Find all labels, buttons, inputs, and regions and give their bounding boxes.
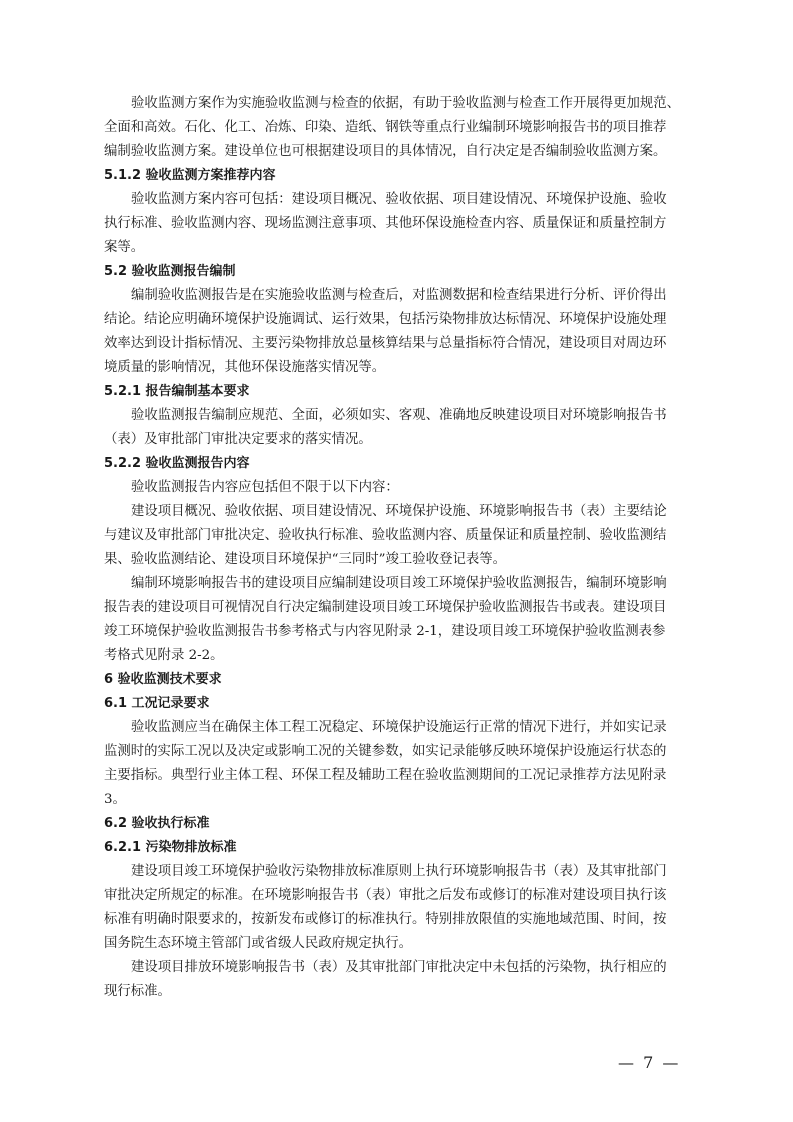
text-line: 境质量的影响情况，其他环保设施落实情况等。 <box>104 360 386 375</box>
section-heading: 6.2.1 污染物排放标准 <box>104 840 237 855</box>
text-line: 验收监测方案内容可包括：建设项目概况、验收依据、项目建设情况、环境保护设施、验收 <box>131 192 667 207</box>
text-line: 现行标准。 <box>104 984 171 999</box>
text-line: 建设项目概况、验收依据、项目建设情况、环境保护设施、环境影响报告书（表）主要结论 <box>131 504 667 519</box>
text-line: 报告表的建设项目可视情况自行决定编制建设项目竣工环境保护验收监测报告书或表。建设项目 <box>104 600 667 615</box>
text-line: 验收监测方案作为实施验收监测与检查的依据，有助于验收监测与检查工作开展得更加规范、 <box>131 96 681 111</box>
text-line: 监测时的实际工况以及决定或影响工况的关键参数，如实记录能够反映环境保护设施运行状态的 <box>104 744 667 759</box>
text-line: 编制验收监测报告是在实施验收监测与检查后，对监测数据和检查结果进行分析、评价得出 <box>131 288 667 303</box>
text-line: 审批决定所规定的标准。在环境影响报告书（表）审批之后发布或修订的标准对建设项目执行该 <box>104 888 667 903</box>
text-line: 果、验收监测结论、建设项目环境保护“三同时”竣工验收登记表等。 <box>104 552 507 567</box>
text-line: （表）及审批部门审批决定要求的落实情况。 <box>104 432 372 447</box>
text-line: 验收监测应当在确保主体工程工况稳定、环境保护设施运行正常的情况下进行，并如实记录 <box>131 720 667 735</box>
text-line: 建设项目排放环境影响报告书（表）及其审批部门审批决定中未包括的污染物，执行相应的 <box>131 960 667 975</box>
text-line: 主要指标。典型行业主体工程、环保工程及辅助工程在验收监测期间的工况记录推荐方法见附录 <box>104 768 667 783</box>
text-line: 竣工环境保护验收监测报告书参考格式与内容见附录 2-1，建设项目竣工环境保护验收监测表参 <box>104 624 666 639</box>
text-line: 执行标准、验收监测内容、现场监测注意事项、其他环保设施检查内容、质量保证和质量控制方 <box>104 216 667 231</box>
text-line: 案等。 <box>104 240 145 255</box>
text-line: 建设项目竣工环境保护验收污染物排放标准原则上执行环境影响报告书（表）及其审批部门 <box>131 864 667 879</box>
section-heading: 6 验收监测技术要求 <box>104 672 222 687</box>
section-heading: 6.1 工况记录要求 <box>104 696 210 711</box>
text-line: 验收监测报告编制应规范、全面，必须如实、客观、准确地反映建设项目对环境影响报告书 <box>131 408 667 423</box>
text-line: 3。 <box>104 792 126 807</box>
text-line: 考格式见附录 2-2。 <box>104 648 224 663</box>
text-line: 全面和高效。石化、化工、冶炼、印染、造纸、钢铁等重点行业编制环境影响报告书的项目推荐 <box>104 120 667 135</box>
text-line: 国务院生态环境主管部门或省级人民政府规定执行。 <box>104 936 412 951</box>
section-heading: 5.2.1 报告编制基本要求 <box>104 384 250 399</box>
section-heading: 5.2 验收监测报告编制 <box>104 264 236 279</box>
section-heading: 5.2.2 验收监测报告内容 <box>104 456 250 471</box>
text-line: 效率达到设计指标情况、主要污染物排放总量核算结果与总量指标符合情况，建设项目对周边环 <box>104 336 667 351</box>
page-number: — 7 — <box>618 1053 681 1072</box>
text-line: 验收监测报告内容应包括但不限于以下内容： <box>131 480 399 495</box>
text-line: 编制环境影响报告书的建设项目应编制建设项目竣工环境保护验收监测报告，编制环境影响 <box>131 576 667 591</box>
section-heading: 6.2 验收执行标准 <box>104 816 210 831</box>
text-line: 标准有明确时限要求的，按新发布或修订的标准执行。特别排放限值的实施地域范围、时间，按 <box>104 912 667 927</box>
text-line: 结论。结论应明确环境保护设施调试、运行效果，包括污染物排放达标情况、环境保护设施处理 <box>104 312 667 327</box>
text-line: 编制验收监测方案。建设单位也可根据建设项目的具体情况，自行决定是否编制验收监测方案。 <box>104 144 667 159</box>
text-line: 与建议及审批部门审批决定、验收执行标准、验收监测内容、质量保证和质量控制、验收监测结 <box>104 528 667 543</box>
document-body <box>104 92 694 1004</box>
section-heading: 5.1.2 验收监测方案推荐内容 <box>104 168 276 183</box>
